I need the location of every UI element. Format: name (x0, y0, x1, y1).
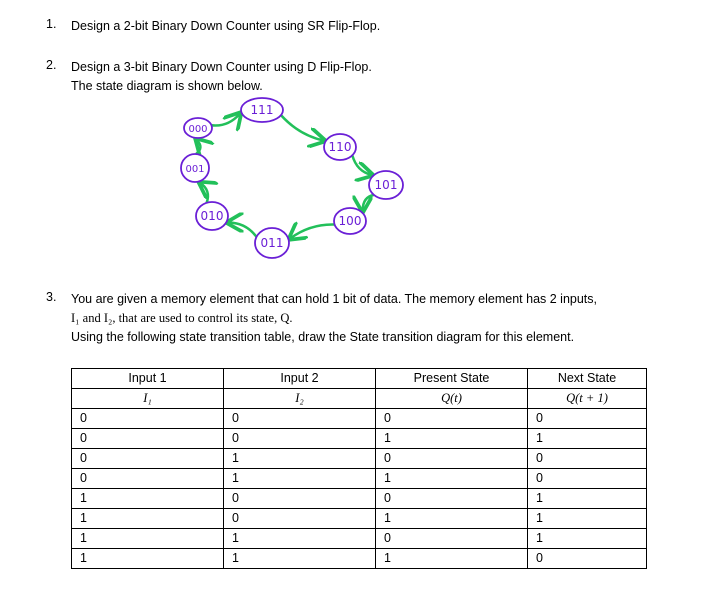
state-node (241, 98, 283, 122)
state-label: 110 (328, 140, 352, 154)
state-node (334, 208, 366, 234)
table-row (72, 529, 647, 549)
table-cell: 1 (72, 489, 224, 509)
state-node (196, 202, 228, 230)
table-cell: 0 (224, 489, 376, 509)
table-cell: 0 (376, 449, 528, 469)
question-number: 2. (46, 58, 57, 72)
table-cell: 1 (528, 509, 647, 529)
transition-arrow (363, 195, 374, 210)
table-cell: 1 (376, 509, 528, 529)
table-cell: 0 (376, 489, 528, 509)
column-header: Present State (376, 369, 528, 389)
table-cell: 0 (528, 549, 647, 569)
table-cell: 1 (72, 509, 224, 529)
transition-arrow (290, 224, 334, 238)
table-row (72, 449, 647, 469)
state-label: 001 (185, 164, 205, 175)
state-label: 011 (260, 236, 284, 250)
state-label: 010 (200, 209, 224, 223)
question-number: 3. (46, 290, 57, 304)
state-diagram (0, 0, 702, 300)
table-cell: 1 (528, 429, 647, 449)
question-number: 1. (46, 17, 57, 31)
column-symbol: I₁ (72, 389, 224, 409)
state-label: 000 (188, 124, 208, 135)
table-cell: 1 (224, 529, 376, 549)
question-text: Design a 2-bit Binary Down Counter using SR Flip-Flop. (71, 19, 381, 33)
table-cell: 1 (224, 469, 376, 489)
table-cell: 0 (376, 409, 528, 429)
table-row (72, 429, 647, 449)
table-cell: 0 (72, 469, 224, 489)
column-header: Next State (528, 369, 647, 389)
transition-arrow (196, 140, 200, 154)
question-text: The state diagram is shown below. (71, 79, 263, 93)
state-label: 100 (338, 214, 362, 228)
table-row (72, 549, 647, 569)
state-node (369, 171, 403, 199)
column-header: Input 1 (72, 369, 224, 389)
table-cell: 0 (528, 449, 647, 469)
state-node (181, 154, 209, 182)
question-text: You are given a memory element that can hold 1 bit of data. The memory element has 2 inputs, (71, 292, 597, 306)
table-cell: 1 (72, 549, 224, 569)
transition-arrow (211, 114, 239, 126)
table-cell: 1 (376, 549, 528, 569)
symbol-row (72, 389, 647, 409)
table-cell: 0 (224, 509, 376, 529)
state-node (255, 228, 289, 258)
state-node (324, 134, 356, 160)
table-cell: 0 (72, 449, 224, 469)
table-cell: 1 (528, 529, 647, 549)
table-cell: 0 (528, 469, 647, 489)
state-node (184, 118, 212, 138)
transition-arrow (228, 223, 256, 237)
table-row (72, 489, 647, 509)
question-text: Design a 3-bit Binary Down Counter using D Flip-Flop. (71, 60, 372, 74)
table-cell: 1 (528, 489, 647, 509)
header-row (72, 369, 647, 389)
transition-arrow (200, 183, 208, 203)
table-cell: 0 (528, 409, 647, 429)
table-cell: 0 (72, 409, 224, 429)
table-cell: 0 (376, 529, 528, 549)
table-row (72, 469, 647, 489)
table-cell: 1 (72, 529, 224, 549)
state-transition-table (71, 368, 647, 569)
table-cell: 0 (72, 429, 224, 449)
table-cell: 0 (224, 429, 376, 449)
table-cell: 0 (224, 409, 376, 429)
transition-arrow (352, 155, 371, 175)
table-row (72, 409, 647, 429)
table-cell: 1 (376, 469, 528, 489)
table-cell: 1 (224, 549, 376, 569)
state-label: 111 (250, 103, 274, 117)
column-symbol: I₂ (224, 389, 376, 409)
question-text: Using the following state transition table, draw the State transition diagram for this element. (71, 330, 575, 344)
table-row (72, 509, 647, 529)
table-cell: 1 (224, 449, 376, 469)
column-header: Input 2 (224, 369, 376, 389)
transition-arrow (281, 115, 324, 140)
state-label: 101 (374, 178, 398, 192)
column-symbol: Q(t + 1) (528, 389, 647, 409)
table-cell: 1 (376, 429, 528, 449)
question-text: I₁ and I₂, that are used to control its state, Q. (71, 311, 293, 325)
column-symbol: Q(t) (376, 389, 528, 409)
